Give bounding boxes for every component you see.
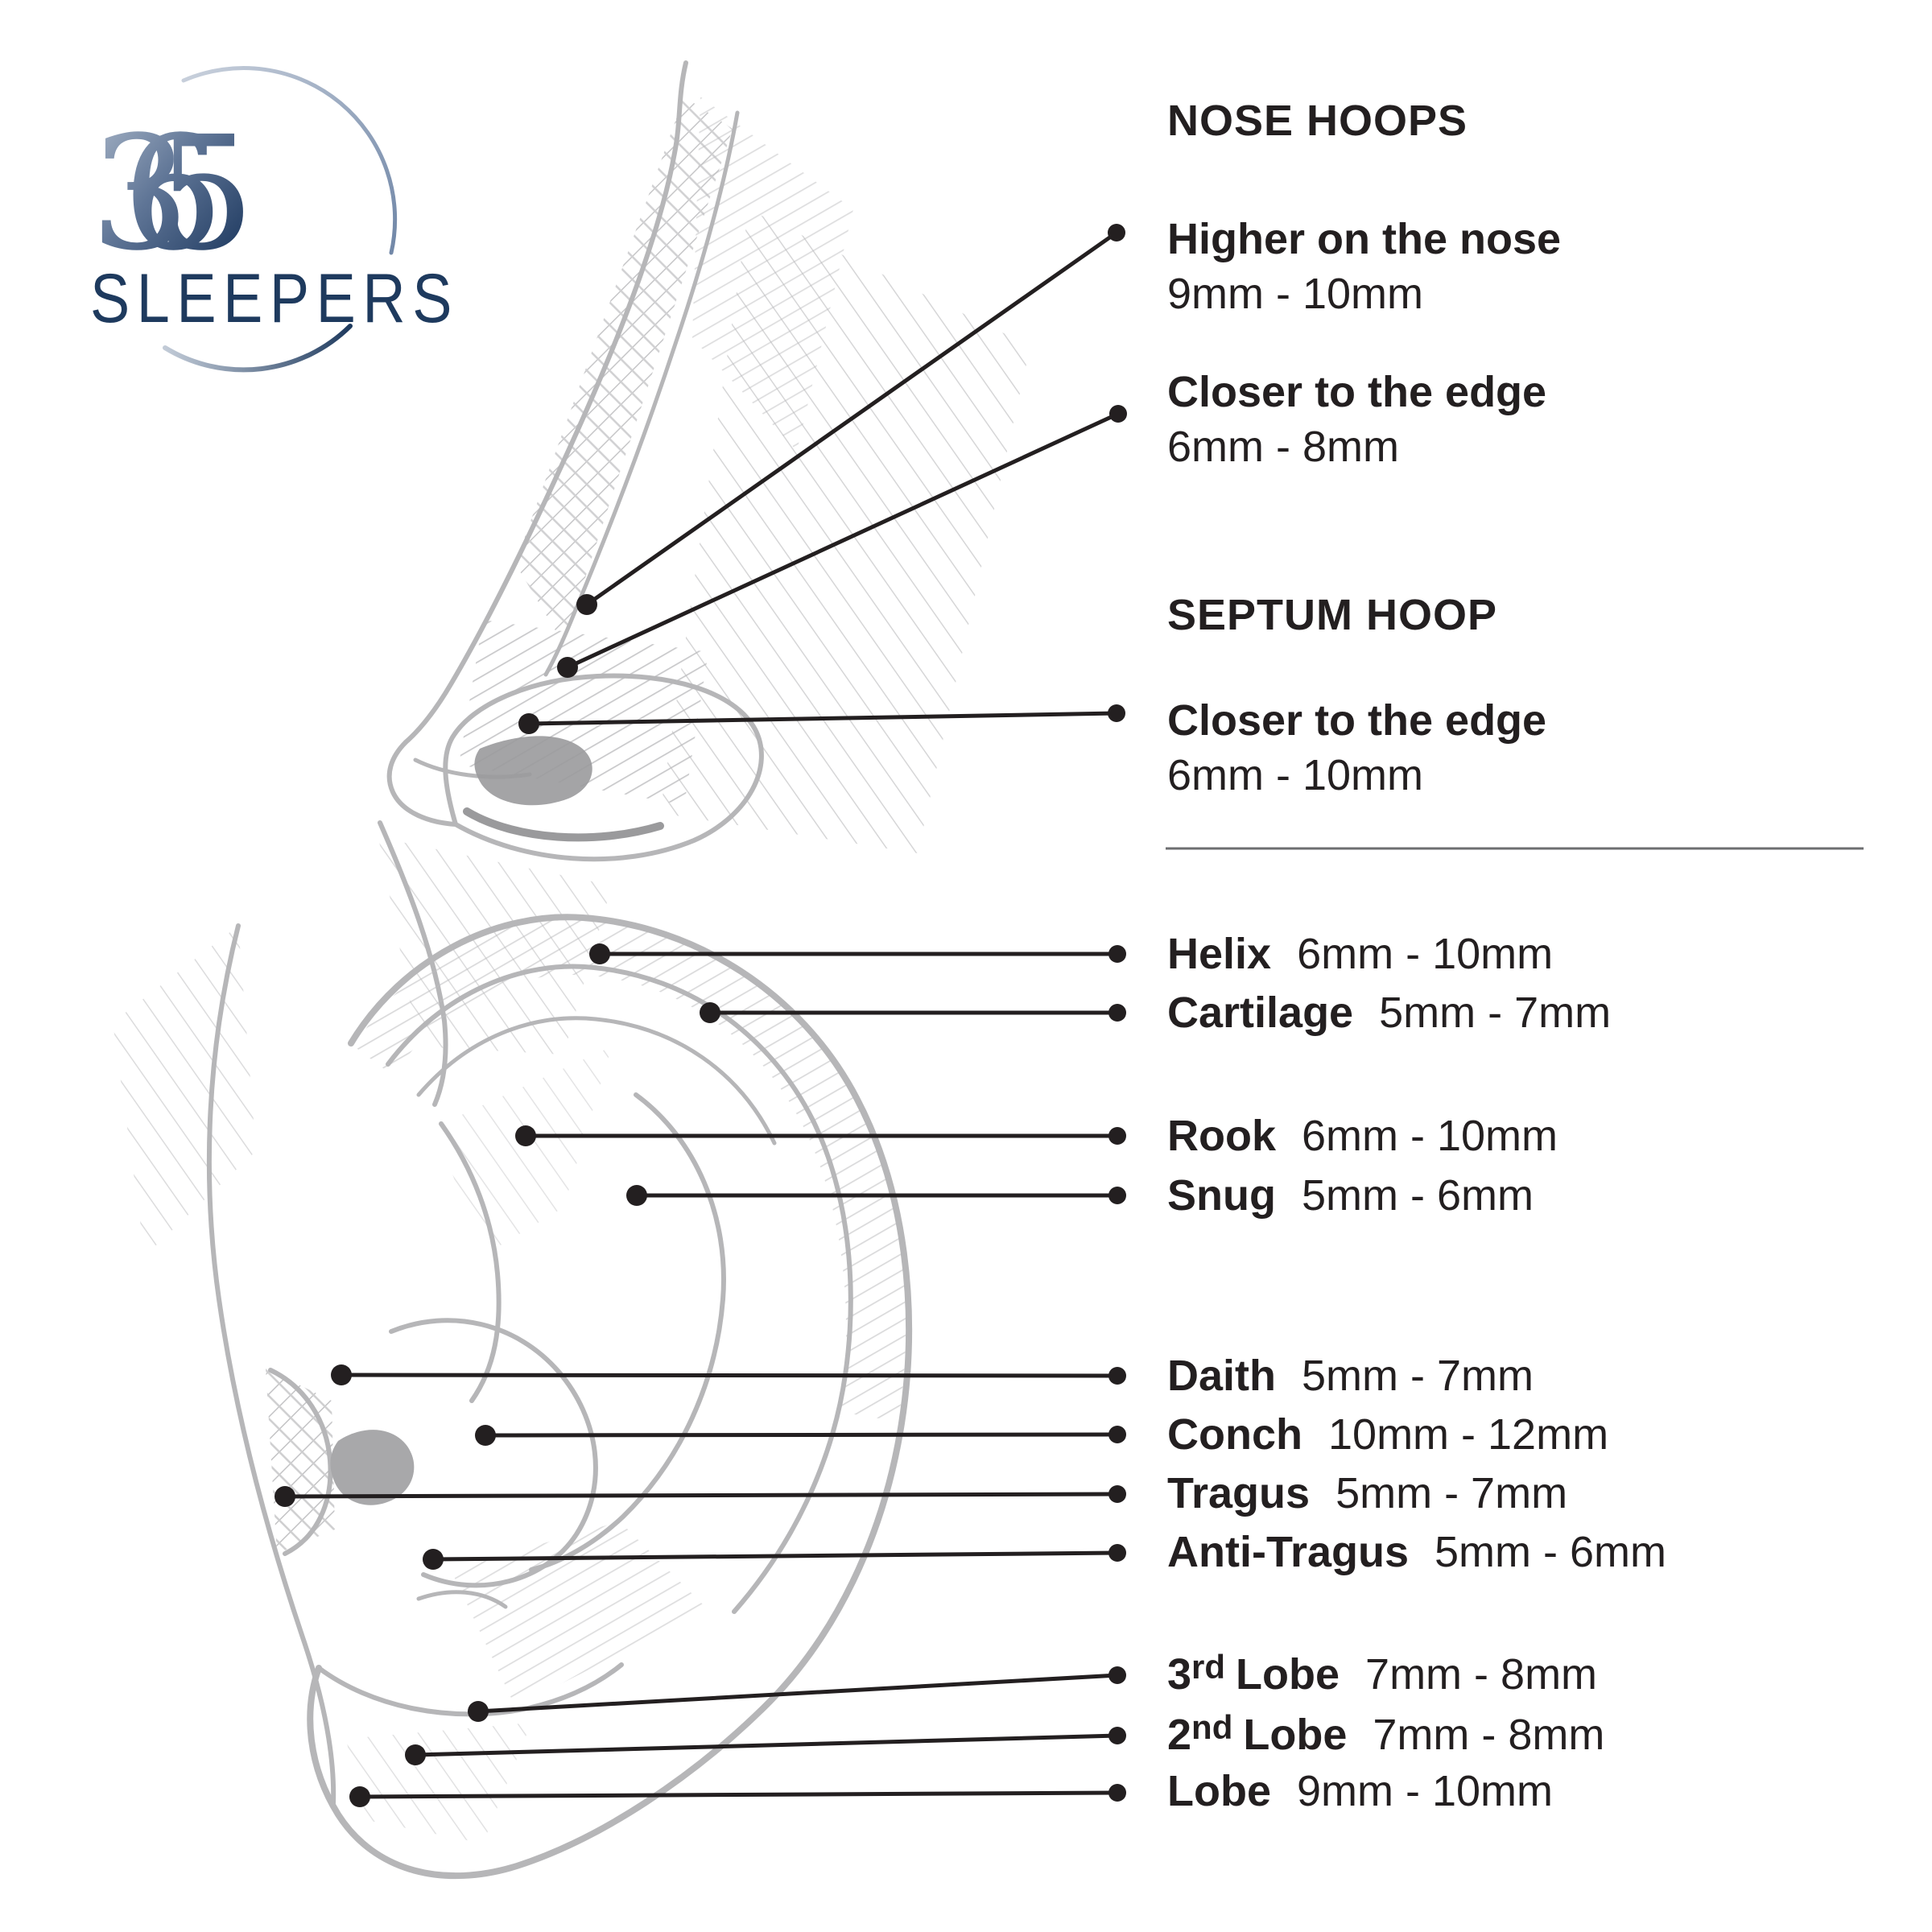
septum-hoop-heading: SEPTUM HOOP [1167,591,1498,639]
lobe-value: 9mm - 10mm [1297,1767,1554,1815]
row-cartilage [1167,989,1612,1037]
nose-closer-entry [1167,365,1546,474]
tragus-label: Tragus [1167,1469,1311,1517]
nose-hoops-heading: NOSE HOOPS [1167,97,1468,145]
row-tragus [1167,1469,1568,1517]
2nd-lobe-label: Lobe [1243,1711,1348,1759]
helix-value: 6mm - 10mm [1297,930,1554,978]
row-anti-tragus [1167,1530,1666,1574]
2nd-lobe-number: 2 [1167,1711,1192,1759]
logo-number: 365 [90,102,255,285]
2nd-lobe-ordinal: nd [1191,1708,1233,1746]
brand-logo [90,68,459,370]
ear-sketch [113,917,909,1876]
row-snug [1167,1171,1534,1220]
nose-higher-value: 9mm - 10mm [1167,270,1424,318]
septum-closer-value: 6mm - 10mm [1167,751,1424,799]
lobe-label: Lobe [1167,1767,1271,1815]
snug-label: Snug [1167,1171,1276,1220]
leader-daith [331,1364,1126,1385]
nose-closer-value: 6mm - 8mm [1167,423,1399,471]
helix-label: Helix [1167,930,1272,978]
row-conch [1167,1410,1609,1459]
3rd-lobe-label: Lobe [1236,1650,1340,1699]
cartilage-label: Cartilage [1167,989,1354,1037]
3rd-lobe-value: 7mm - 8mm [1365,1650,1598,1699]
anti-tragus-value: 5mm - 6mm [1435,1528,1666,1576]
daith-value: 5mm - 7mm [1302,1352,1534,1400]
row-daith [1167,1352,1534,1400]
daith-label: Daith [1167,1352,1276,1400]
nose-higher-label: Higher on the nose [1167,215,1562,263]
nose-higher-entry [1167,212,1561,321]
leader-conch [475,1425,1126,1446]
cartilage-value: 5mm - 7mm [1379,989,1612,1037]
nose-closer-label: Closer to the edge [1167,368,1547,416]
row-3rd-lobe [1167,1648,1598,1699]
row-helix [1167,932,1553,976]
anti-tragus-label: Anti-Tragus [1167,1528,1410,1576]
septum-closer-label: Closer to the edge [1167,696,1547,745]
row-rook [1167,1114,1558,1158]
3rd-lobe-ordinal: rd [1191,1648,1226,1686]
logo-name: SLEEPERS [90,260,459,337]
3rd-lobe-number: 3 [1167,1650,1192,1699]
conch-value: 10mm - 12mm [1328,1410,1609,1459]
row-lobe [1167,1769,1553,1813]
rook-label: Rook [1167,1112,1276,1160]
conch-label: Conch [1167,1410,1302,1459]
rook-value: 6mm - 10mm [1302,1112,1558,1160]
snug-value: 5mm - 6mm [1301,1171,1534,1220]
tragus-value: 5mm - 7mm [1335,1469,1568,1517]
2nd-lobe-value: 7mm - 8mm [1373,1711,1605,1759]
row-2nd-lobe [1167,1708,1605,1760]
septum-closer-entry [1167,693,1546,803]
